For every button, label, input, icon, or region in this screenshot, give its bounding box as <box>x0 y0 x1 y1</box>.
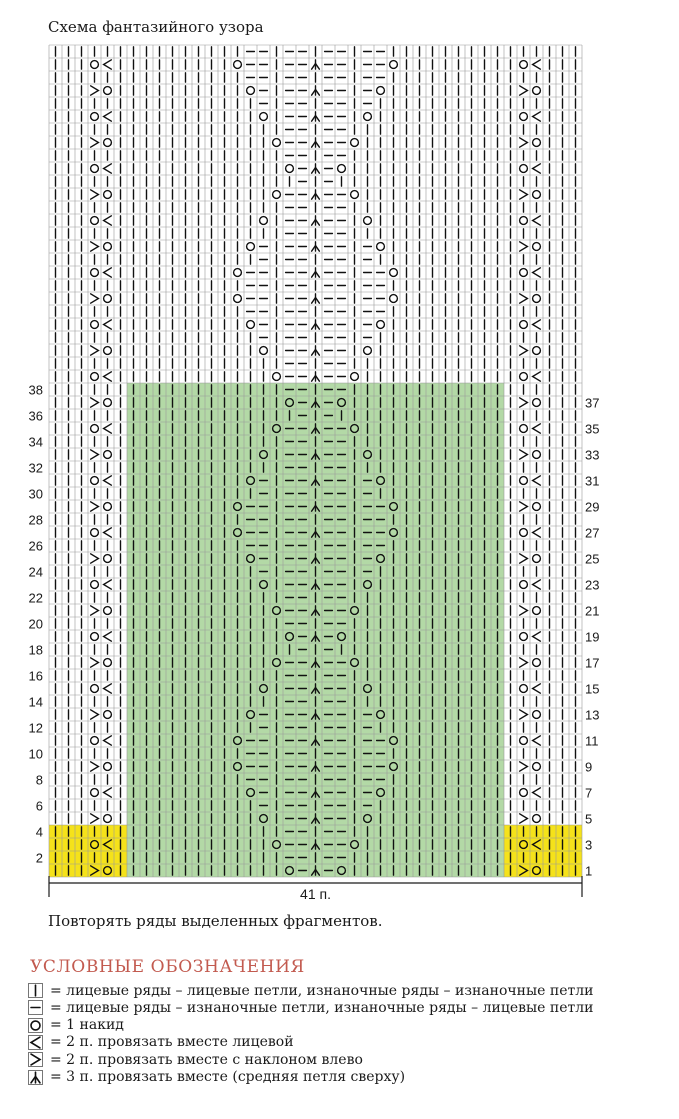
ssk-symbol <box>91 138 99 147</box>
yarn-over-symbol <box>533 503 541 511</box>
ssk-stroke <box>520 346 528 355</box>
yarn-over-symbol <box>91 217 99 225</box>
k2tog-stroke <box>533 632 541 641</box>
k2tog-stroke <box>533 164 541 173</box>
yarn-over-circle <box>520 373 528 381</box>
cdd-symbol <box>312 112 320 121</box>
yarn-over-symbol <box>91 737 99 745</box>
yarn-over-symbol <box>520 477 528 485</box>
k2tog-stroke <box>104 528 112 537</box>
ssk-symbol <box>91 398 99 407</box>
ssk-stroke <box>91 346 99 355</box>
yarn-over-circle <box>91 425 99 433</box>
chart-title: Схема фантазийного узора <box>48 18 264 36</box>
yarn-over-circle <box>273 373 281 381</box>
yarn-over-circle <box>91 633 99 641</box>
k2tog-symbol <box>104 528 112 537</box>
ssk-stroke <box>91 242 99 251</box>
k2tog-stroke <box>533 736 541 745</box>
ssk-symbol <box>91 502 99 511</box>
yarn-over-circle <box>104 347 112 355</box>
yarn-over-circle <box>377 243 385 251</box>
yarn-over-symbol <box>104 399 112 407</box>
yarn-over-symbol <box>533 295 541 303</box>
k2tog-symbol <box>104 268 112 277</box>
yarn-over-circle <box>533 451 541 459</box>
yarn-over-circle <box>351 373 359 381</box>
yarn-over-circle <box>286 165 294 173</box>
ssk-symbol <box>520 762 528 771</box>
ssk-stroke <box>520 658 528 667</box>
k2tog-stroke <box>104 164 112 173</box>
yarn-over-circle <box>520 529 528 537</box>
yarn-over-circle <box>533 295 541 303</box>
yarn-over-symbol <box>364 217 372 225</box>
k2tog-stroke <box>104 216 112 225</box>
yarn-over-symbol <box>338 165 346 173</box>
ssk-stroke <box>520 294 528 303</box>
yarn-over-circle <box>91 477 99 485</box>
yarn-over-circle <box>91 737 99 745</box>
ssk-stroke <box>520 814 528 823</box>
k2tog-symbol <box>533 268 541 277</box>
yarn-over-symbol <box>533 451 541 459</box>
yarn-over-circle <box>533 607 541 615</box>
k2tog-stroke <box>104 424 112 433</box>
k2tog-symbol <box>533 580 541 589</box>
k2tog-stroke <box>533 528 541 537</box>
k2tog-symbol <box>533 632 541 641</box>
ssk-symbol <box>520 658 528 667</box>
yarn-over-symbol <box>260 347 268 355</box>
k2tog-stroke <box>104 632 112 641</box>
yarn-over-circle <box>260 113 268 121</box>
yarn-over-symbol <box>91 269 99 277</box>
yarn-over-circle <box>533 191 541 199</box>
yarn-over-symbol <box>91 529 99 537</box>
k2tog-symbol <box>533 684 541 693</box>
yarn-over-circle <box>91 269 99 277</box>
yarn-over-symbol <box>91 685 99 693</box>
ssk-symbol <box>91 242 99 251</box>
ssk-stroke <box>91 294 99 303</box>
yarn-over-circle <box>351 191 359 199</box>
ssk-symbol <box>520 710 528 719</box>
k2tog-symbol <box>533 320 541 329</box>
k2tog-stroke <box>104 736 112 745</box>
yarn-over-symbol <box>91 373 99 381</box>
yarn-over-circle <box>247 243 255 251</box>
yarn-over-symbol <box>364 347 372 355</box>
yarn-over-circle <box>260 217 268 225</box>
yarn-over-symbol <box>520 217 528 225</box>
yarn-over-symbol <box>91 165 99 173</box>
ssk-stroke <box>520 606 528 615</box>
yarn-over-circle <box>533 711 541 719</box>
yarn-over-circle <box>520 217 528 225</box>
ssk-symbol <box>520 138 528 147</box>
ssk-symbol <box>520 346 528 355</box>
yarn-over-circle <box>533 399 541 407</box>
yarn-over-symbol <box>520 165 528 173</box>
yarn-over-circle <box>91 581 99 589</box>
cdd-symbol <box>312 242 320 251</box>
yarn-over-symbol <box>104 711 112 719</box>
k2tog-stroke <box>104 268 112 277</box>
yarn-over-symbol <box>377 243 385 251</box>
yarn-over-symbol <box>351 139 359 147</box>
yarn-over-circle <box>520 165 528 173</box>
cdd-symbol <box>312 268 320 277</box>
ssk-symbol <box>91 762 99 771</box>
yarn-over-symbol <box>273 191 281 199</box>
yarn-over-symbol <box>247 321 255 329</box>
yarn-over-symbol <box>533 347 541 355</box>
ssk-stroke <box>91 710 99 719</box>
ssk-stroke <box>520 242 528 251</box>
yarn-over-symbol <box>520 581 528 589</box>
yarn-over-circle <box>533 347 541 355</box>
yarn-over-circle <box>234 269 242 277</box>
yarn-over-symbol <box>533 711 541 719</box>
yarn-over-circle <box>104 295 112 303</box>
yarn-over-symbol <box>533 555 541 563</box>
k2tog-stroke <box>104 788 112 797</box>
yarn-over-circle <box>104 763 112 771</box>
cdd-symbol <box>312 294 320 303</box>
yarn-over-symbol <box>91 113 99 121</box>
cdd-symbol <box>312 190 320 199</box>
ssk-stroke <box>91 658 99 667</box>
yarn-over-circle <box>104 503 112 511</box>
yarn-over-symbol <box>91 633 99 641</box>
k2tog-symbol <box>533 476 541 485</box>
yarn-over-symbol <box>533 399 541 407</box>
yarn-over-symbol <box>104 243 112 251</box>
k2tog-stroke <box>104 684 112 693</box>
yarn-over-circle <box>104 607 112 615</box>
ssk-symbol <box>520 502 528 511</box>
yarn-over-circle <box>338 165 346 173</box>
yarn-over-circle <box>520 581 528 589</box>
ssk-stroke <box>91 502 99 511</box>
yarn-over-circle <box>91 529 99 537</box>
cdd-symbol <box>312 346 320 355</box>
yarn-over-symbol <box>533 191 541 199</box>
k2tog-stroke <box>104 476 112 485</box>
yarn-over-circle <box>377 321 385 329</box>
yarn-over-symbol <box>273 139 281 147</box>
yarn-over-symbol <box>533 139 541 147</box>
yarn-over-symbol <box>104 139 112 147</box>
cdd-symbol <box>312 138 320 147</box>
yarn-over-circle <box>520 477 528 485</box>
ssk-symbol <box>520 450 528 459</box>
yarn-over-symbol <box>520 373 528 381</box>
ssk-symbol <box>520 606 528 615</box>
k2tog-stroke <box>533 788 541 797</box>
k2tog-symbol <box>533 216 541 225</box>
k2tog-symbol <box>533 788 541 797</box>
ssk-stroke <box>520 710 528 719</box>
ssk-stroke <box>91 190 99 199</box>
yarn-over-circle <box>91 217 99 225</box>
yarn-over-symbol <box>104 295 112 303</box>
yarn-over-circle <box>520 269 528 277</box>
yarn-over-circle <box>390 295 398 303</box>
yarn-over-circle <box>104 191 112 199</box>
ssk-stroke <box>520 138 528 147</box>
yarn-over-circle <box>533 815 541 823</box>
yarn-over-symbol <box>390 269 398 277</box>
k2tog-symbol <box>533 528 541 537</box>
yarn-over-symbol <box>520 633 528 641</box>
ssk-stroke <box>520 190 528 199</box>
k2tog-symbol <box>104 476 112 485</box>
ssk-symbol <box>520 814 528 823</box>
ssk-stroke <box>520 398 528 407</box>
yarn-over-symbol <box>260 113 268 121</box>
k2tog-stroke <box>533 580 541 589</box>
yarn-over-circle <box>364 347 372 355</box>
yarn-over-symbol <box>351 373 359 381</box>
k2tog-stroke <box>533 216 541 225</box>
yarn-over-circle <box>520 789 528 797</box>
ssk-symbol <box>91 814 99 823</box>
yarn-over-circle <box>247 321 255 329</box>
yarn-over-symbol <box>104 763 112 771</box>
yarn-over-symbol <box>104 191 112 199</box>
yarn-over-symbol <box>104 607 112 615</box>
yarn-over-circle <box>104 243 112 251</box>
yarn-over-symbol <box>91 477 99 485</box>
ssk-stroke <box>520 762 528 771</box>
yarn-over-circle <box>104 451 112 459</box>
ssk-stroke <box>91 554 99 563</box>
ssk-symbol <box>520 398 528 407</box>
yarn-over-symbol <box>104 451 112 459</box>
cdd-symbol <box>312 164 320 173</box>
k2tog-stroke <box>533 372 541 381</box>
k2tog-symbol <box>104 372 112 381</box>
yarn-over-circle <box>91 113 99 121</box>
yarn-over-symbol <box>364 113 372 121</box>
ssk-stroke <box>91 762 99 771</box>
ssk-symbol <box>91 554 99 563</box>
k2tog-stroke <box>104 580 112 589</box>
k2tog-symbol <box>104 424 112 433</box>
k2tog-stroke <box>104 112 112 121</box>
k2tog-symbol <box>104 632 112 641</box>
yarn-over-circle <box>533 243 541 251</box>
yarn-over-symbol <box>533 243 541 251</box>
yarn-over-circle <box>520 425 528 433</box>
yarn-over-circle <box>533 763 541 771</box>
yarn-over-circle <box>104 139 112 147</box>
yarn-over-circle <box>273 139 281 147</box>
yarn-over-circle <box>520 321 528 329</box>
ssk-stroke <box>520 554 528 563</box>
cdd-symbol <box>312 372 320 381</box>
k2tog-stroke <box>533 684 541 693</box>
yarn-over-symbol <box>520 269 528 277</box>
ssk-symbol <box>520 554 528 563</box>
k2tog-symbol <box>533 736 541 745</box>
yarn-over-symbol <box>260 217 268 225</box>
ssk-stroke <box>91 138 99 147</box>
k2tog-stroke <box>104 320 112 329</box>
k2tog-stroke <box>104 372 112 381</box>
ssk-stroke <box>520 450 528 459</box>
yarn-over-circle <box>91 685 99 693</box>
yarn-over-symbol <box>234 269 242 277</box>
k2tog-symbol <box>533 372 541 381</box>
yarn-over-circle <box>533 555 541 563</box>
k2tog-symbol <box>104 788 112 797</box>
ssk-symbol <box>91 450 99 459</box>
ssk-stroke <box>91 814 99 823</box>
ssk-symbol <box>91 294 99 303</box>
yarn-over-symbol <box>286 165 294 173</box>
yarn-over-symbol <box>520 529 528 537</box>
k2tog-symbol <box>104 216 112 225</box>
yarn-over-circle <box>533 503 541 511</box>
cdd-symbol <box>312 216 320 225</box>
ssk-symbol <box>91 190 99 199</box>
yarn-over-circle <box>520 737 528 745</box>
yarn-over-circle <box>364 113 372 121</box>
k2tog-symbol <box>104 112 112 121</box>
yarn-over-circle <box>104 399 112 407</box>
k2tog-symbol <box>104 736 112 745</box>
yarn-over-symbol <box>104 659 112 667</box>
k2tog-stroke <box>533 424 541 433</box>
ssk-stroke <box>91 450 99 459</box>
yarn-over-circle <box>390 269 398 277</box>
yarn-over-circle <box>533 139 541 147</box>
yarn-over-symbol <box>351 191 359 199</box>
yarn-over-circle <box>364 217 372 225</box>
ssk-symbol <box>91 710 99 719</box>
yarn-over-circle <box>104 555 112 563</box>
k2tog-symbol <box>104 164 112 173</box>
yarn-over-symbol <box>91 789 99 797</box>
ssk-symbol <box>91 606 99 615</box>
yarn-over-symbol <box>533 763 541 771</box>
yarn-over-symbol <box>377 321 385 329</box>
ssk-symbol <box>91 658 99 667</box>
yarn-over-symbol <box>247 243 255 251</box>
k2tog-symbol <box>104 580 112 589</box>
yarn-over-circle <box>104 659 112 667</box>
yarn-over-symbol <box>390 295 398 303</box>
yarn-over-circle <box>234 295 242 303</box>
yarn-over-circle <box>520 633 528 641</box>
yarn-over-symbol <box>91 321 99 329</box>
yarn-over-symbol <box>104 815 112 823</box>
yarn-over-symbol <box>520 685 528 693</box>
yarn-over-circle <box>91 165 99 173</box>
k2tog-symbol <box>104 320 112 329</box>
cdd-symbol <box>312 320 320 329</box>
yarn-over-symbol <box>234 295 242 303</box>
ssk-symbol <box>520 242 528 251</box>
yarn-over-circle <box>533 659 541 667</box>
ssk-symbol <box>520 294 528 303</box>
yarn-over-symbol <box>91 581 99 589</box>
ssk-stroke <box>91 398 99 407</box>
k2tog-symbol <box>104 684 112 693</box>
yarn-over-circle <box>91 373 99 381</box>
ssk-symbol <box>520 190 528 199</box>
yarn-over-symbol <box>520 789 528 797</box>
yarn-over-symbol <box>520 321 528 329</box>
yarn-over-circle <box>520 685 528 693</box>
k2tog-stroke <box>533 476 541 485</box>
yarn-over-symbol <box>520 425 528 433</box>
yarn-over-circle <box>260 347 268 355</box>
yarn-over-symbol <box>533 607 541 615</box>
yarn-over-circle <box>273 191 281 199</box>
ssk-symbol <box>91 346 99 355</box>
yarn-over-symbol <box>91 425 99 433</box>
yarn-over-symbol <box>533 659 541 667</box>
yarn-over-symbol <box>520 737 528 745</box>
yarn-over-circle <box>104 711 112 719</box>
k2tog-stroke <box>533 268 541 277</box>
yarn-over-circle <box>351 139 359 147</box>
yarn-over-symbol <box>273 373 281 381</box>
yarn-over-circle <box>91 789 99 797</box>
yarn-over-symbol <box>104 555 112 563</box>
yarn-over-symbol <box>104 503 112 511</box>
yarn-over-symbol <box>104 347 112 355</box>
ssk-stroke <box>91 606 99 615</box>
k2tog-symbol <box>533 424 541 433</box>
ssk-stroke <box>520 502 528 511</box>
yarn-over-circle <box>91 321 99 329</box>
k2tog-symbol <box>533 164 541 173</box>
yarn-over-circle <box>104 815 112 823</box>
k2tog-stroke <box>533 320 541 329</box>
yarn-over-symbol <box>533 815 541 823</box>
